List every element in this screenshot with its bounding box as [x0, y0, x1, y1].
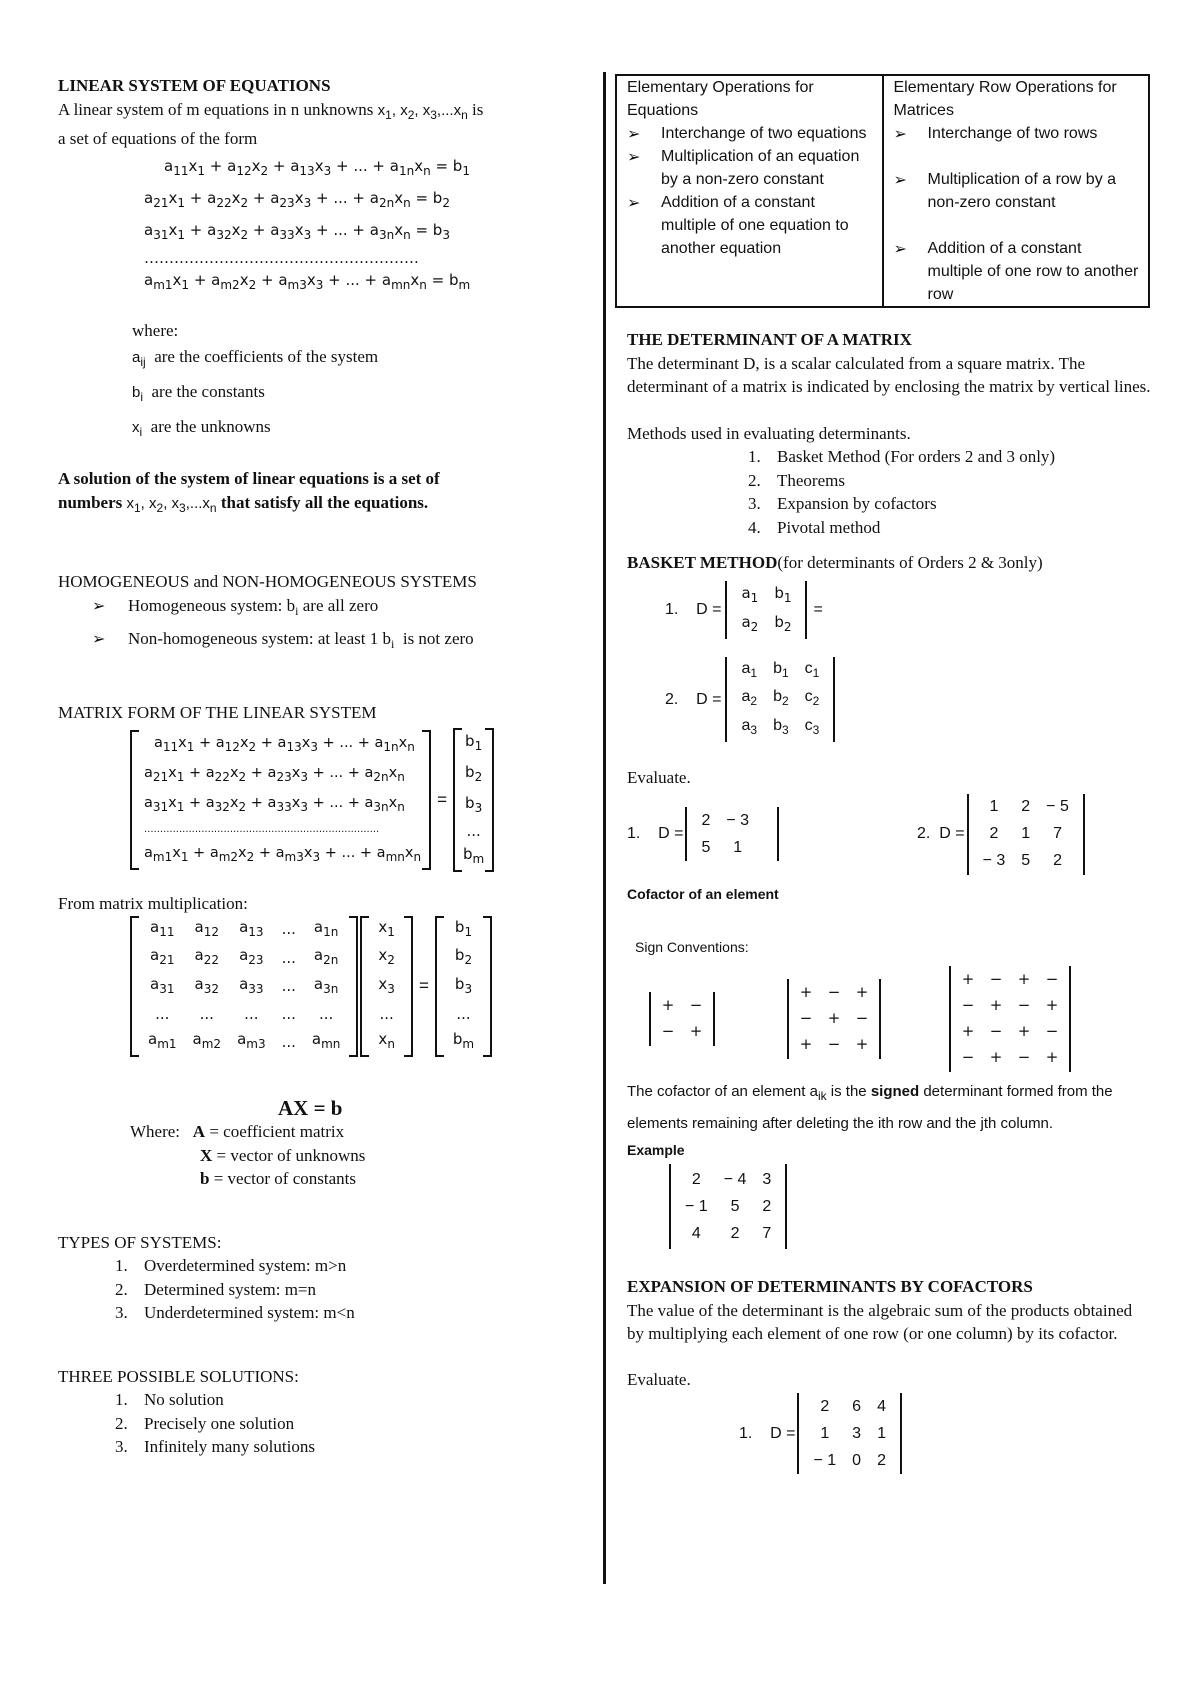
- from-mult-label: From matrix multiplication:: [58, 894, 248, 913]
- basket-3x3: 2. D = $a_1$ $b_1$ $c_1$ $a_2$ $b_2$ $c_2$ $a_3$ $b_3$ $c_3$: [627, 657, 1152, 743]
- where-b-val: = vector of constants: [213, 1169, 356, 1188]
- cof-text-bold: signed: [870, 1082, 920, 1100]
- matrix-cell: 1: [877, 1424, 886, 1442]
- matrix-cell: − 4: [723, 1170, 747, 1188]
- matrix-cell: 3: [852, 1424, 862, 1442]
- matrix-product: $a_{11}$ $a_{12}$ $a_{13}$ ... $a_{1n}$ $a_{21}$ $a_{22}$ $a_{23}$ ... $a_{2n}$ $a_{31}$ $a_{32}$ $a_{33}$ ... $a_{3n}$ ... ... ... ... ... $a_{m1}$ $a_{m2}$ $a_{m3}$ ... $a_{mn}$ $x_1$ $x_2$ $x_3$ ... $x_n$ = $b_1$ $b_2$ $b_3$ ... $b_m$: [58, 916, 578, 1057]
- homo-1b: are all zero: [302, 595, 379, 615]
- matrix-cell: 4: [877, 1397, 886, 1415]
- list-item: Addition of a constant multiple of one equation to another equation: [661, 194, 849, 257]
- basket-title: BASKET METHOD: [627, 553, 778, 572]
- determinant-desc: The determinant D, is a scalar calculated from a square matrix. The determinant of a matrix is indicated by enclosing the matrix by vertical lines.: [627, 353, 1151, 396]
- nonhomogeneous-bullet: ➢ Non-homogeneous system: at least 1 $b_i$ is not zero: [92, 629, 474, 651]
- sign-matrix-4: + − + − − + − + + − + − − + − +: [949, 966, 1071, 1072]
- where-x-val: = vector of unknowns: [216, 1145, 366, 1165]
- types-title: TYPES OF SYSTEMS:: [58, 1232, 222, 1252]
- right-column: [627, 74, 1152, 1474]
- solutions-title: THREE POSSIBLE SOLUTIONS:: [58, 1366, 299, 1386]
- list-item: Addition of a constant multiple of one row to another row: [927, 240, 1139, 303]
- list-item: 1. Overdetermined system: m>n: [132, 1254, 578, 1278]
- matrix-cell: 2: [820, 1397, 830, 1415]
- methods-list: [627, 445, 1152, 539]
- solution-definition: A solution of the system of linear equations is a set of numbers $x_1$, $x_2$, $x_3,...x_n$ that satisfy all the equations.: [58, 467, 578, 520]
- list-item: 1. No solution: [132, 1388, 578, 1412]
- row-ops-cell: [883, 75, 1150, 307]
- expansion-problem: 1. D = 2 6 4 1 3 1 − 1 0 2: [627, 1393, 1152, 1474]
- intro-is: is: [472, 99, 484, 119]
- arrow-bullet-icon: ➢: [893, 239, 907, 258]
- cof-text-3: determinant formed from the elements remaining after deleting the ith row and the jth column.: [627, 1082, 1113, 1132]
- list-item: Multiplication of an equation by a non-zero constant: [661, 148, 860, 188]
- arrow-bullet-icon: ➢: [627, 124, 641, 143]
- solution-numbers: numbers: [58, 492, 123, 512]
- eval-det-3x3: 2. D = 1 2 − 5 2 1 7 − 3 5 2: [917, 794, 1085, 875]
- solution-satisfy: that satisfy all the equations.: [220, 492, 429, 512]
- unknown-vector: $x_1$ $x_2$ $x_3$ ... $x_n$: [360, 916, 413, 1057]
- cofactor-definition: [627, 1078, 1152, 1137]
- list-item: 3. Infinitely many solutions: [132, 1435, 578, 1459]
- sign-matrices: [627, 966, 1152, 1072]
- matrix-cell: 5: [730, 1197, 740, 1215]
- matrix-cell: − 3: [726, 811, 750, 829]
- homo-2a: Non-homogeneous system: at least 1 b: [128, 629, 391, 648]
- list-item: Interchange of two rows: [927, 125, 1098, 142]
- arrow-bullet-icon: ➢: [627, 193, 641, 212]
- matrix-cell: 0: [852, 1451, 862, 1469]
- list-item: 2. Precisely one solution: [132, 1412, 578, 1436]
- matrix-cell: 2: [762, 1197, 772, 1215]
- determinant-title: THE DETERMINANT OF A MATRIX: [627, 330, 912, 349]
- arrow-bullet-icon: ➢: [893, 124, 907, 143]
- matrix-cell: 6: [852, 1397, 862, 1415]
- example-determinant: [627, 1164, 1152, 1249]
- matrix-cell: 5: [1021, 852, 1031, 870]
- matrix-cell: 7: [1053, 825, 1062, 843]
- cofactor-title: Cofactor of an element: [627, 885, 779, 902]
- sign-matrix-2: + − − +: [649, 992, 715, 1046]
- list-item: 2. Theorems: [765, 469, 1152, 493]
- matrix-cell: − 3: [982, 852, 1006, 870]
- expansion-desc: The value of the determinant is the algebraic sum of the products obtained by multiplying each element of one row (or one column) by its cofactor.: [627, 1300, 1133, 1343]
- list-item: 2. Determined system: m=n: [132, 1278, 578, 1302]
- expansion-title: EXPANSION OF DETERMINANTS BY COFACTORS: [627, 1277, 1033, 1296]
- matrix-form: $a_{11}x_1 + a_{12}x_2 + a_{13}x_3$ + ... + $a_{1n}x_n$ $a_{21}x_1 + a_{22}x_2 + a_{23}x_3$ + ... + $a_{2n}x_n$ $a_{31}x_1 + a_{32}x_2 + a_{33}x_3$ + ... + $a_{3n}x_n$ .......................................................................... $a_{m1}x_1 + a_{m2}x_2 + a_{m3}x_3$ + ... + $a_{mn}x_n$ = $b_1$ $b_2$ $b_3$ ... $b_m$: [58, 728, 578, 872]
- rhs-bracket: $b_1$ $b_2$ $b_3$ ... $b_m$: [453, 728, 494, 872]
- definitions: where: $a_{ij}$ are the coefficients of the system $b_i$ are the constants $x_i$ are the unknowns: [58, 319, 578, 448]
- arrow-bullet-icon: ➢: [893, 170, 907, 189]
- matrix-cell: − 1: [685, 1197, 708, 1215]
- basket-heading: [627, 551, 1152, 575]
- matrix-cell: 7: [762, 1224, 772, 1242]
- constant-vector: $b_1$ $b_2$ $b_3$ ... $b_m$: [435, 916, 492, 1057]
- sign-matrix-3: + − + − + − + − +: [787, 979, 881, 1059]
- list-item: Multiplication of a row by a non-zero constant: [927, 171, 1117, 211]
- coefficient-matrix: $a_{11}$ $a_{12}$ $a_{13}$ ... $a_{1n}$ $a_{21}$ $a_{22}$ $a_{23}$ ... $a_{2n}$ $a_{31}$ $a_{32}$ $a_{33}$ ... $a_{3n}$ ... ... ... ... ... $a_{m1}$ $a_{m2}$ $a_{m3}$ ... $a_{mn}$: [130, 916, 358, 1057]
- matrix-cell: 1: [989, 798, 999, 816]
- matrix-cell: − 1: [813, 1451, 837, 1469]
- homogeneous-bullet: ➢ Homogeneous system: $b_i$ are all zero: [92, 595, 379, 618]
- lhs-bracket: $a_{11}x_1 + a_{12}x_2 + a_{13}x_3$ + ... + $a_{1n}x_n$ $a_{21}x_1 + a_{22}x_2 + a_{23}x_3$ + ... + $a_{2n}x_n$ $a_{31}x_1 + a_{32}x_2 + a_{33}x_3$ + ... + $a_{3n}x_n$ .......................................................................... $a_{m1}x_1 + a_{m2}x_2 + a_{m3}x_3$ + ... + $a_{mn}x_n$: [130, 730, 431, 870]
- matrix-cell: 2: [989, 825, 999, 843]
- matrix-cell: 4: [691, 1224, 701, 1242]
- types-list: [58, 1254, 578, 1325]
- matrix-cell: 2: [1021, 798, 1031, 816]
- linear-intro: [58, 98, 578, 128]
- def-b: are the constants: [151, 382, 265, 401]
- solution-line-1: A solution of the system of linear equations is a set of: [58, 469, 440, 488]
- operations-table: [615, 74, 1150, 308]
- eval-det-2x2: 1. D = 2 − 3 5 1: [627, 807, 917, 861]
- intro-vars: $x_1$, $x_2$, $x_3,...x_n$: [377, 101, 468, 122]
- cof-text-1: The cofactor of an element a: [627, 1082, 818, 1100]
- matrix-cell: 2: [701, 811, 711, 829]
- intro-line-3: a set of equations of the form: [58, 129, 258, 148]
- matrix-cell: 2: [691, 1170, 701, 1188]
- matrix-cell: 2: [730, 1224, 740, 1242]
- cof-text-sub: ik: [817, 1088, 827, 1103]
- where2-label: Where:: [130, 1122, 181, 1141]
- list-item: 3. Expansion by cofactors: [765, 492, 1152, 516]
- arrow-bullet-icon: ➢: [92, 595, 106, 615]
- ops-head-rows: Elementary Row Operations for Matrices: [893, 79, 1117, 119]
- list-item: Interchange of two equations: [661, 125, 867, 142]
- where-b-key: b: [200, 1169, 210, 1188]
- sign-conventions-label: Sign Conventions:: [635, 939, 749, 955]
- linear-system-title: LINEAR SYSTEM OF EQUATIONS: [58, 76, 331, 95]
- left-column: [58, 74, 578, 1459]
- arrow-bullet-icon: ➢: [92, 629, 106, 648]
- equation-ops-cell: [616, 75, 883, 307]
- matrix-cell: 1: [733, 838, 743, 856]
- basket-subtitle: (for determinants of Orders 2 & 3only): [777, 553, 1043, 572]
- list-item: 4. Pivotal method: [765, 516, 1152, 540]
- matrix-cell: 1: [1021, 825, 1031, 843]
- def-x: are the unknowns: [150, 417, 271, 436]
- list-item: 1. Basket Method (For orders 2 and 3 only): [765, 445, 1152, 469]
- evaluate-problems: [627, 794, 1152, 875]
- matrix-form-title: MATRIX FORM OF THE LINEAR SYSTEM: [58, 702, 377, 722]
- where-defs: [58, 1120, 578, 1191]
- example-label: Example: [627, 1141, 685, 1158]
- matrix-cell: − 5: [1046, 798, 1069, 816]
- matrix-cell: 2: [877, 1451, 886, 1469]
- axb-equation: AX = b: [278, 1095, 343, 1120]
- def-a: are the coefficients of the system: [154, 347, 379, 366]
- matrix-cell: 3: [762, 1170, 772, 1188]
- where-x-key: X: [200, 1145, 213, 1165]
- where-a-val: = coefficient matrix: [209, 1122, 345, 1141]
- where-a-key: A: [192, 1122, 206, 1141]
- cof-text-2: is the: [830, 1082, 867, 1100]
- intro-text: A linear system of m equations in n unknowns: [58, 99, 374, 119]
- matrix-cell: 1: [820, 1424, 830, 1442]
- evaluate-label: Evaluate.: [627, 768, 691, 787]
- matrix-cell: 2: [1053, 852, 1062, 870]
- matrix-cell: 5: [701, 838, 711, 856]
- where-label: where:: [132, 320, 179, 340]
- column-divider: [603, 72, 606, 1584]
- equation-system: $a_{11}x_1 + a_{12}x_2 + a_{13}x_3$ + ... + $a_{1n}x_n = b_1$ $a_{21}x_1 + a_{22}x_2 + a_{23}x_3$ + ... + $a_{2n}x_n = b_2$ $a_{31}x_1 + a_{32}x_2 + a_{33}x_3$ + ... + $a_{3n}x_n = b_3$ ………………………………………………. $a_{m1}x_1 + a_{m2}x_2 + a_{m3}x_3$ + ... + $a_{mn}x_n = b_m$: [144, 156, 471, 292]
- homo-2b: is not zero: [402, 629, 474, 648]
- list-item: 3. Underdetermined system: m<n: [132, 1301, 578, 1325]
- arrow-bullet-icon: ➢: [627, 147, 641, 166]
- basket-2x2: 1. D = $a_1$ $b_1$ $a_2$ $b_2$ =: [627, 581, 1152, 639]
- evaluate2-label: Evaluate.: [627, 1369, 691, 1389]
- methods-intro: Methods used in evaluating determinants.: [627, 423, 911, 443]
- homo-1a: Homogeneous system: b: [128, 595, 296, 615]
- ops-head-equations: Elementary Operations for Equations: [627, 79, 814, 119]
- homogeneous-title: HOMOGENEOUS and NON-HOMOGENEOUS SYSTEMS: [58, 572, 477, 591]
- solutions-list: [58, 1388, 578, 1459]
